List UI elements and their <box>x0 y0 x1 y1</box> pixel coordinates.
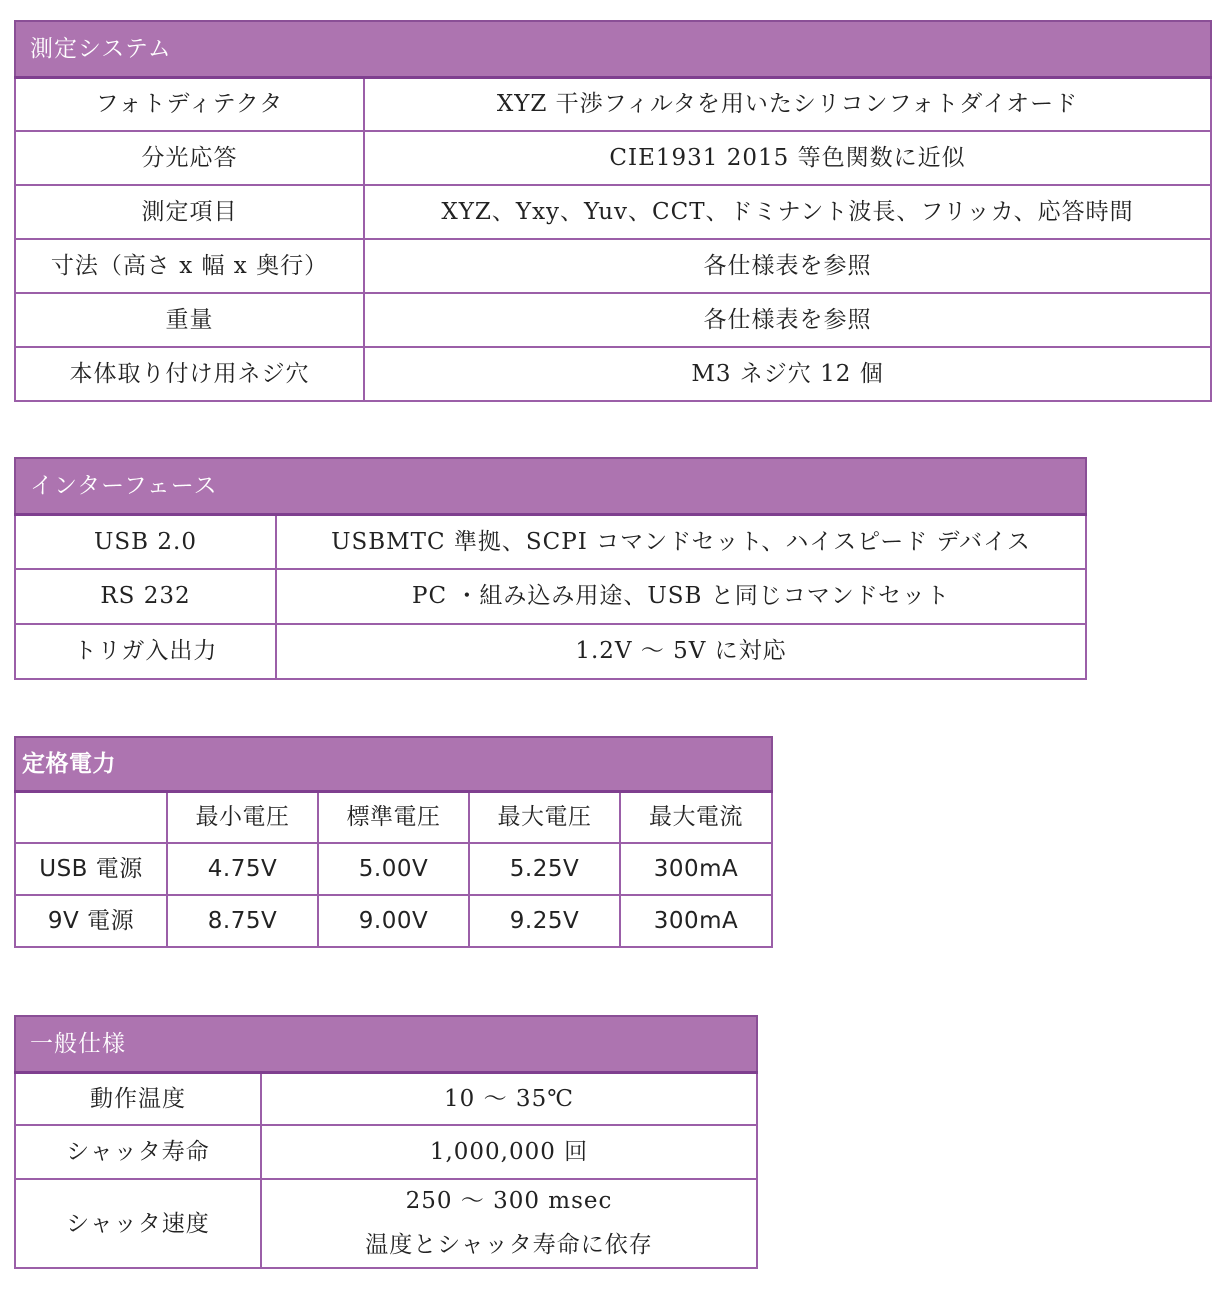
row-value: USBMTC 準拠、SCPI コマンドセット、ハイスピード デバイス <box>276 514 1086 569</box>
shutter-speed-value: 250 ～ 300 msec <box>405 1188 613 1214</box>
row-label: シャッタ速度 <box>15 1179 261 1268</box>
row-label: 本体取り付け用ネジ穴 <box>15 347 364 401</box>
measurement-system-table <box>14 20 1212 402</box>
cell-value: 4.75V <box>167 843 318 895</box>
row-value <box>261 1179 757 1268</box>
table-row <box>15 131 1211 185</box>
table-header-row <box>15 791 772 843</box>
row-label: シャッタ寿命 <box>15 1125 261 1179</box>
row-value: M3 ネジ穴 12 個 <box>364 347 1211 401</box>
cell-value: 9.00V <box>318 895 469 947</box>
table-title: 定格電力 <box>15 737 772 791</box>
table-row <box>15 239 1211 293</box>
empty-corner-cell <box>15 791 167 843</box>
row-label: トリガ入出力 <box>15 624 276 679</box>
row-label: 9V 電源 <box>15 895 167 947</box>
cell-value: 300mA <box>620 895 772 947</box>
row-label: 重量 <box>15 293 364 347</box>
row-value: CIE1931 2015 等色関数に近似 <box>364 131 1211 185</box>
cell-value: 5.25V <box>469 843 620 895</box>
cell-value: 300mA <box>620 843 772 895</box>
table-row <box>15 1125 757 1179</box>
cell-value: 5.00V <box>318 843 469 895</box>
row-value: XYZ 干渉フィルタを用いたシリコンフォトダイオード <box>364 77 1211 131</box>
interface-table <box>14 457 1087 680</box>
shutter-speed-note: 温度とシャッタ寿命に依存 <box>365 1231 653 1258</box>
table-row <box>15 1072 757 1125</box>
row-value: PC ・組み込み用途、USB と同じコマンドセット <box>276 569 1086 624</box>
row-value: 10 ～ 35℃ <box>261 1072 757 1125</box>
row-value: XYZ、Yxy、Yuv、CCT、ドミナント波長、フリッカ、応答時間 <box>364 185 1211 239</box>
row-label: 分光応答 <box>15 131 364 185</box>
table-row <box>15 514 1086 569</box>
table-row <box>15 624 1086 679</box>
column-header: 標準電圧 <box>318 791 469 843</box>
row-label: フォトディテクタ <box>15 77 364 131</box>
cell-value: 8.75V <box>167 895 318 947</box>
table-title: 一般仕様 <box>15 1016 757 1072</box>
row-label: 寸法（高さ x 幅 x 奥行） <box>15 239 364 293</box>
row-label: 測定項目 <box>15 185 364 239</box>
table-row <box>15 895 772 947</box>
column-header: 最小電圧 <box>167 791 318 843</box>
row-value: 各仕様表を参照 <box>364 293 1211 347</box>
table-row <box>15 185 1211 239</box>
table-row <box>15 569 1086 624</box>
row-value: 1.2V ～ 5V に対応 <box>276 624 1086 679</box>
row-value: 1,000,000 回 <box>261 1125 757 1179</box>
row-label: 動作温度 <box>15 1072 261 1125</box>
table-row <box>15 843 772 895</box>
row-label: USB 2.0 <box>15 514 276 569</box>
row-label: RS 232 <box>15 569 276 624</box>
general-spec-table <box>14 1015 758 1269</box>
row-label: USB 電源 <box>15 843 167 895</box>
cell-value: 9.25V <box>469 895 620 947</box>
power-rating-table <box>14 736 773 948</box>
table-title: 測定システム <box>15 21 1211 77</box>
column-header: 最大電流 <box>620 791 772 843</box>
row-value: 各仕様表を参照 <box>364 239 1211 293</box>
table-row <box>15 293 1211 347</box>
table-title: インターフェース <box>15 458 1086 514</box>
table-row <box>15 1179 757 1268</box>
table-row <box>15 77 1211 131</box>
column-header: 最大電圧 <box>469 791 620 843</box>
table-row <box>15 347 1211 401</box>
